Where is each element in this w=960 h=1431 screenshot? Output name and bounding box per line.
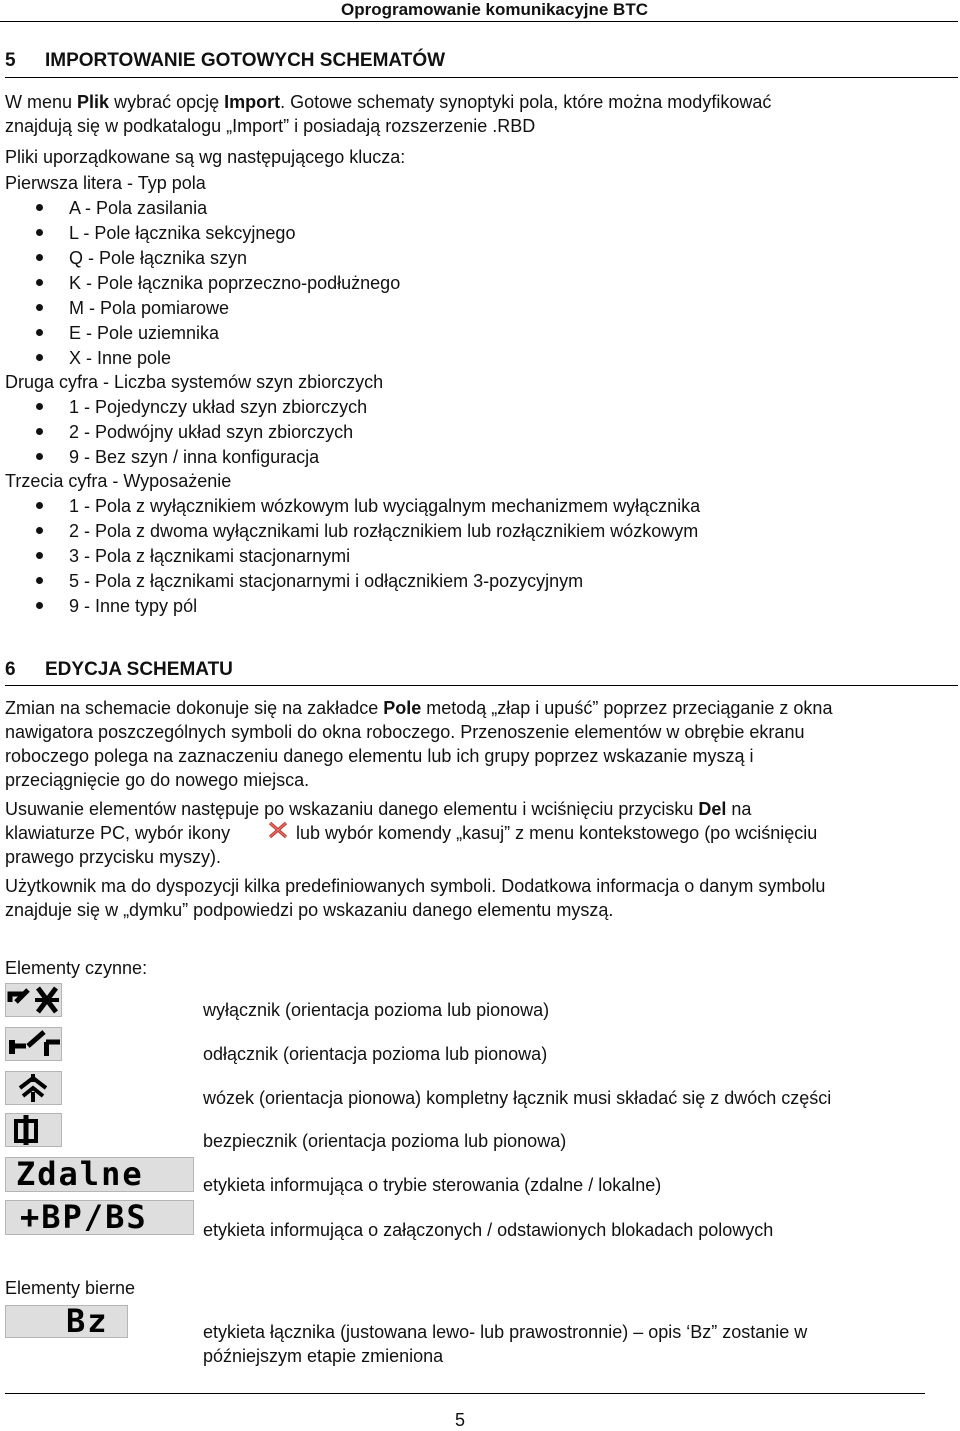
- bullet-icon: [36, 552, 43, 559]
- section-6-rule: [5, 685, 958, 686]
- list-item: [36, 445, 319, 469]
- para2-line-3: prawego przycisku myszy).: [5, 847, 222, 867]
- list-item-text: E - Pole uziemnika: [69, 323, 220, 343]
- list-item: [36, 569, 583, 593]
- tab-pole: Pole: [383, 698, 422, 718]
- fuse-icon: [5, 1113, 62, 1147]
- para-text: metodą „złap i upuść” poprzez przeciąganie z okna: [421, 698, 833, 718]
- bz-desc-line-1: etykieta łącznika (justowana lewo- lub prawostronnie) – opis ‘Bz” zostanie w: [203, 1322, 808, 1342]
- para2-line-2: [5, 821, 230, 845]
- third-digit-label: Trzecia cyfra - Wyposażenie: [5, 471, 232, 491]
- delete-icon: [267, 820, 289, 840]
- key-del: Del: [698, 799, 727, 819]
- bullet-icon: [36, 527, 43, 534]
- para1-line-1: [5, 696, 832, 720]
- list-item: [36, 196, 207, 220]
- list-item-text: A - Pola zasilania: [69, 198, 208, 218]
- bullet-icon: [36, 254, 43, 261]
- para2-line-1: [5, 797, 751, 821]
- list-item-text: 1 - Pojedynczy układ szyn zbiorczych: [69, 397, 368, 417]
- section-6-number: 6: [5, 659, 16, 680]
- list-item: [36, 519, 698, 543]
- section-5-title: IMPORTOWANIE GOTOWYCH SCHEMATÓW: [45, 50, 446, 71]
- para1-line-3: roboczego polega na zaznaczeniu danego elementu lub ich grupy poprzez wskazanie myszą i: [5, 746, 754, 766]
- menu-plik: Plik: [77, 92, 110, 112]
- bullet-icon: [36, 602, 43, 609]
- intro-text: . Gotowe schematy synoptyki pola, które można modyfikować: [280, 92, 772, 112]
- section-6-title: EDYCJA SCHEMATU: [45, 659, 233, 680]
- list-item: [36, 346, 171, 370]
- list-item: [36, 321, 219, 345]
- intro-text: wybrać opcję: [109, 92, 225, 112]
- bp-bs-desc: etykieta informująca o załączonych / odstawionych blokadach polowych: [203, 1220, 774, 1240]
- bz-label-text: Bz: [66, 1305, 109, 1338]
- list-item-text: M - Pola pomiarowe: [69, 298, 230, 318]
- list-item-text: 3 - Pola z łącznikami stacjonarnymi: [69, 546, 351, 566]
- bullet-icon: [36, 403, 43, 410]
- page-number: 5: [455, 1410, 466, 1430]
- intro-line-1: [5, 90, 771, 114]
- bullet-icon: [36, 502, 43, 509]
- list-item-text: L - Pole łącznika sekcyjnego: [69, 223, 296, 243]
- bp-bs-label-text: +BP/BS: [20, 1200, 148, 1235]
- disconnector-icon: [5, 1027, 62, 1061]
- list-item-text: K - Pole łącznika poprzeczno-podłużnego: [69, 273, 401, 293]
- fuse-desc: bezpiecznik (orientacja pozioma lub pionowa): [203, 1131, 567, 1151]
- bullet-icon: [36, 279, 43, 286]
- intro-line-3: Pliki uporządkowane są wg następującego klucza:: [5, 147, 406, 167]
- list-item-text: Q - Pole łącznika szyn: [69, 248, 248, 268]
- zdalne-label-text: Zdalne: [16, 1157, 144, 1192]
- passive-elements-label: Elementy bierne: [5, 1278, 136, 1298]
- bullet-icon: [36, 329, 43, 336]
- list-item: [36, 494, 700, 518]
- bullet-icon: [36, 204, 43, 211]
- para-text: klawiaturze PC, wybór ikony: [5, 823, 231, 843]
- para2-line-2b: lub wybór komendy „kasuj” z menu kontekstowego (po wciśnięciu: [296, 823, 818, 843]
- bullet-icon: [36, 577, 43, 584]
- footer-rule: [5, 1393, 925, 1394]
- running-header: Oprogramowanie komunikacyjne BTC: [340, 0, 648, 19]
- list-item-text: 2 - Pola z dwoma wyłącznikami lub rozłącznikiem lub rozłącznikiem wózkowym: [69, 521, 699, 541]
- bz-label-icon: [5, 1305, 128, 1338]
- list-item-text: 9 - Bez szyn / inna konfiguracja: [69, 447, 320, 467]
- disconnector-desc: odłącznik (orientacja pozioma lub pionowa): [203, 1044, 548, 1064]
- list-item: [36, 395, 367, 419]
- list-item-text: X - Inne pole: [69, 348, 172, 368]
- list-item-text: 1 - Pola z wyłącznikiem wózkowym lub wyciągalnym mechanizmem wyłącznika: [69, 496, 701, 516]
- para-text: Usuwanie elementów następuje po wskazaniu danego elementu i wciśnięciu przycisku: [5, 799, 699, 819]
- header-rule: [0, 21, 958, 22]
- list-item: [36, 246, 247, 270]
- bullet-icon: [36, 428, 43, 435]
- list-item: [36, 221, 295, 245]
- bp-bs-label-icon: [5, 1200, 194, 1235]
- zdalne-label-icon: [5, 1157, 194, 1192]
- list-item: [36, 544, 350, 568]
- para-text: Zmian na schemacie dokonuje się na zakładce: [5, 698, 384, 718]
- section-5-number: 5: [5, 50, 16, 71]
- list-item-text: 9 - Inne typy pól: [69, 596, 198, 616]
- bz-desc-line-2: późniejszym etapie zmieniona: [203, 1346, 444, 1366]
- breaker-icon: [5, 983, 62, 1017]
- section-5-heading: [5, 49, 445, 73]
- active-elements-label: Elementy czynne:: [5, 958, 148, 978]
- bullet-icon: [36, 354, 43, 361]
- list-item: [36, 594, 197, 618]
- first-letter-label: Pierwsza litera - Typ pola: [5, 173, 206, 193]
- list-item: [36, 420, 353, 444]
- intro-text: W menu: [5, 92, 78, 112]
- intro-line-2: znajdują się w podkatalogu „Import” i posiadają rozszerzenie .RBD: [5, 116, 536, 136]
- bullet-icon: [36, 453, 43, 460]
- section-6-heading: [5, 658, 233, 682]
- para3-line-1: Użytkownik ma do dyspozycji kilka predefiniowanych symboli. Dodatkowa informacja o danym symbolu: [5, 876, 826, 896]
- option-import: Import: [224, 92, 281, 112]
- para-text: na: [726, 799, 752, 819]
- bullet-icon: [36, 304, 43, 311]
- para3-line-2: znajduje się w „dymku” podpowiedzi po wskazaniu danego elementu myszą.: [5, 900, 614, 920]
- para1-line-2: nawigatora poszczególnych symboli do okna roboczego. Przenoszenie elementów w obrębie ekranu: [5, 722, 805, 742]
- truck-icon: [5, 1071, 62, 1105]
- list-item: [36, 296, 229, 320]
- bullet-icon: [36, 229, 43, 236]
- list-item-text: 2 - Podwójny układ szyn zbiorczych: [69, 422, 354, 442]
- list-item: [36, 271, 400, 295]
- breaker-desc: wyłącznik (orientacja pozioma lub pionowa): [203, 1000, 550, 1020]
- truck-desc: wózek (orientacja pionowa) kompletny łącznik musi składać się z dwóch części: [203, 1088, 832, 1108]
- section-5-rule: [5, 77, 958, 78]
- zdalne-desc: etykieta informująca o trybie sterowania (zdalne / lokalne): [203, 1175, 662, 1195]
- second-digit-label: Druga cyfra - Liczba systemów szyn zbiorczych: [5, 372, 384, 392]
- list-item-text: 5 - Pola z łącznikami stacjonarnymi i odłącznikiem 3-pozycyjnym: [69, 571, 584, 591]
- para1-line-4: przeciągnięcie go do nowego miejsca.: [5, 770, 310, 790]
